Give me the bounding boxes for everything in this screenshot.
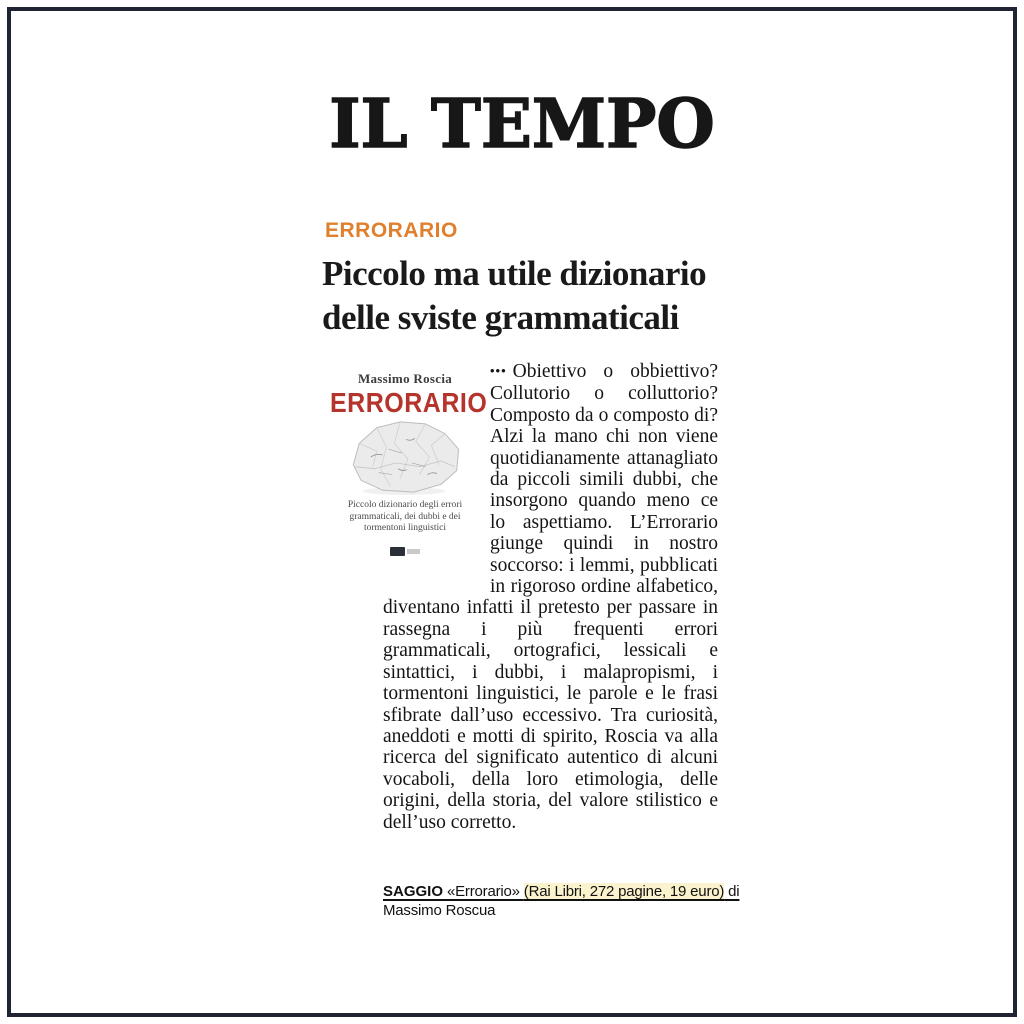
book-cover-title: ERRORARIO (330, 387, 488, 419)
footnote-book-title: «Errorario» (443, 883, 524, 900)
footnote-genre-label: SAGGIO (383, 883, 444, 900)
headline-line-1: Piccolo ma utile dizionario (322, 254, 707, 293)
crumpled-paper-image (342, 418, 468, 496)
article-paragraph: Obiettivo o obbiettivo? Collutorio o colluttorio? Composto da o composto di? Alzi la mano chi non viene quotidianamente attanagliato da piccoli simili dubbi, che insorgono quando meno ce lo aspettiamo. L’Errorario giunge quindi in nostro soccorso: i lemmi, pubblicati in rigoroso ordine alfabetico, diventano infatti il pretesto per passare in rassegna i più frequenti errori grammaticali, ortografici, lessicali e sintattici, i dubbi, i malapropismi, i tormentoni linguistici, le parole e le frasi sfibrate dall’uso eccessivo. Tra curiosità, aneddoti e motti di spirito, Roscia va alla ricerca del significato autentico di alcuni vocaboli, della loro etimologia, delle origini, della storia, del valore stilistico e dell’uso corretto. (383, 361, 718, 833)
rai-libri-logo (330, 547, 480, 556)
footnote-author-line: Massimo Roscua (383, 902, 496, 919)
article-headline (322, 252, 726, 340)
article-body (330, 361, 718, 833)
footnote-publisher-details: (Rai Libri, 272 pagine, 19 euro) (523, 883, 725, 900)
headline-line-2: delle sviste grammaticali (322, 298, 679, 337)
footnote-reference-line (383, 882, 739, 901)
book-cover (330, 361, 488, 593)
newspaper-masthead: IL TEMPO (329, 84, 715, 163)
lead-bullets: ••• (490, 363, 507, 378)
article-footnote (383, 882, 739, 920)
book-cover-subtitle: Piccolo dizionario degli errori grammaticali, dei dubbi e dei tormentoni linguistici (347, 500, 463, 533)
footnote-suffix: di (724, 883, 740, 900)
article-kicker: ERRORARIO (325, 219, 458, 242)
rai-libri-logo-mark (390, 547, 405, 556)
rai-libri-logo-wordmark (407, 549, 420, 554)
book-cover-author: Massimo Roscia (357, 371, 453, 386)
